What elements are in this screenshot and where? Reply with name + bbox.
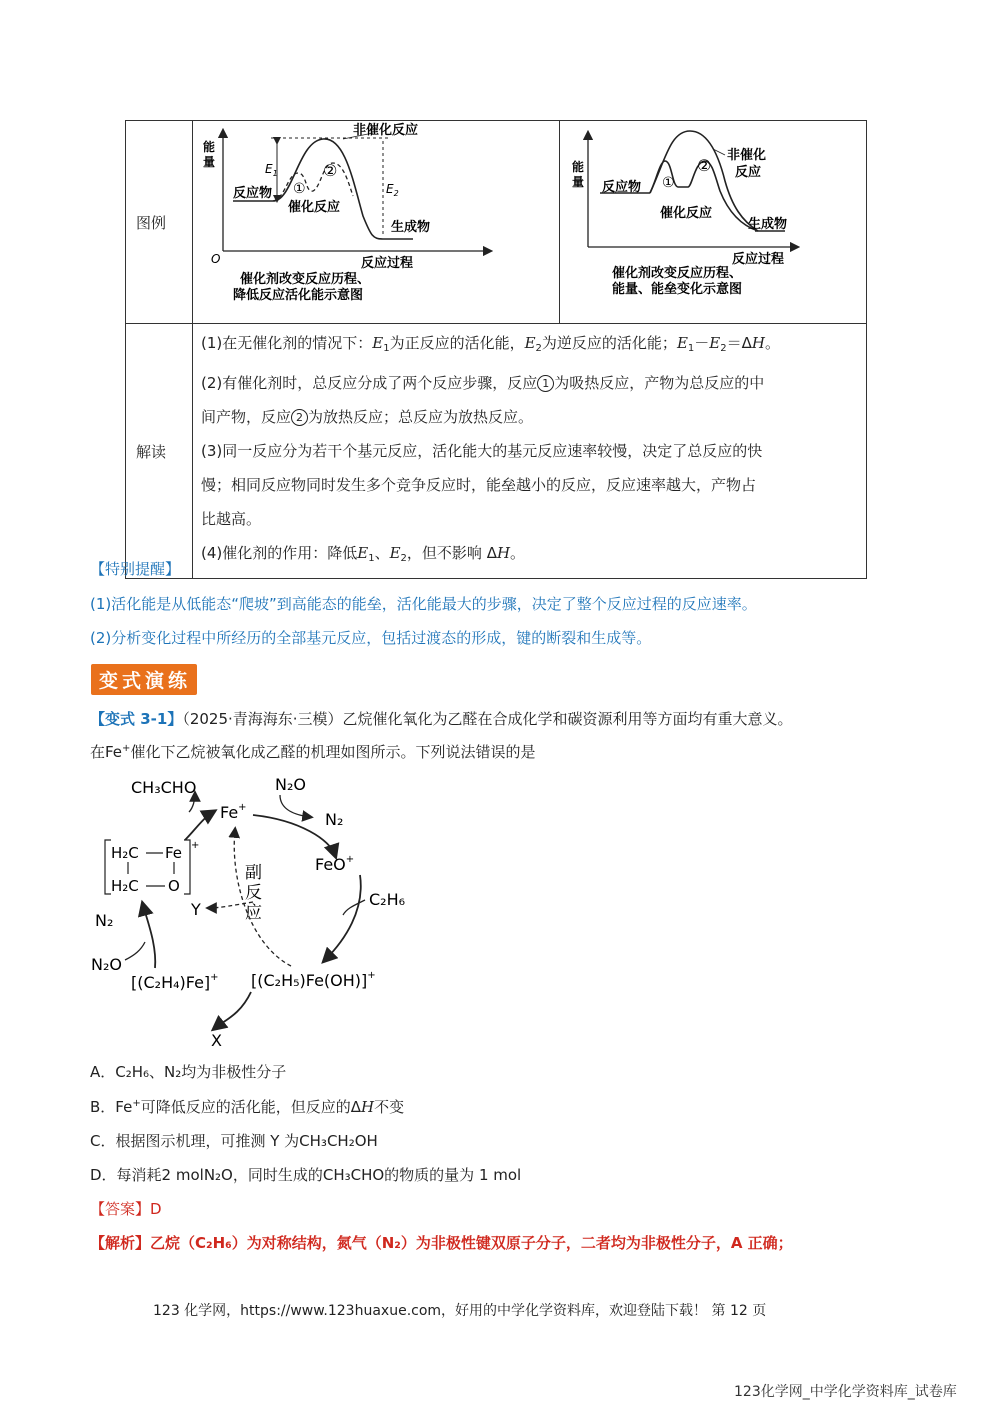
ring-h2c-1: H₂C xyxy=(111,844,139,862)
watermark: 123化学网_中学化学资料库_试卷库 xyxy=(734,1384,957,1400)
answer-line: 【答案】D xyxy=(90,1200,162,1218)
cat-label: 催化反应 xyxy=(288,200,341,215)
question-line-1: 【变式 3-1】（2025·青海海东·三模）乙烷催化氧化为乙醛在合成化学和碳资源利用等方面均有重大意义。 xyxy=(90,710,793,728)
interp-line-1: (1)在无催化剂的情况下：$E_1$为正反应的活化能，$E_2$为逆反应的活化能；$E_1-E_2=\Delta H$。 xyxy=(201,334,780,354)
e1-label: $E_1$ xyxy=(265,162,278,178)
interp-line-3: 间产物，反应 2 为放热反应；总反应为放热反应。 xyxy=(201,408,534,426)
ring-h2c-2: H₂C xyxy=(111,877,139,895)
row-label-legend: 图例 xyxy=(126,121,193,324)
interp-line-5: 慢；相同反应物同时发生多个竞争反应时，能垒越小的反应，反应速率越大，产物占 xyxy=(201,476,757,494)
y-axis-label: 能量 xyxy=(203,140,216,169)
feo-label: FeO+ xyxy=(315,854,355,874)
mechanism-diagram xyxy=(85,770,425,1055)
x-axis-label: 反应过程 xyxy=(361,256,414,271)
ring-fe: Fe xyxy=(165,844,183,862)
n2-left-label: N₂ xyxy=(95,911,114,930)
c2h6-label: C₂H₆ xyxy=(369,890,406,909)
caption-right-2: 能量、能垒变化示意图 xyxy=(612,282,743,297)
option-c: C．根据图示机理，可推测 Y 为CH₃CH₂OH xyxy=(90,1132,378,1150)
n2-right-label: N₂ xyxy=(325,810,344,829)
energy-diagram-right xyxy=(560,121,866,319)
interp-line-4: (3)同一反应分为若干个基元反应，活化能大的基元反应速率较慢，决定了总反应的快 xyxy=(201,442,763,460)
x-label: X xyxy=(211,1031,222,1050)
side-reaction-char-1: 副 xyxy=(245,863,262,883)
energy-diagram-left xyxy=(193,121,559,319)
y-axis-label-right: 能量 xyxy=(572,160,585,189)
caption-line-2: 降低反应活化能示意图 xyxy=(233,288,364,303)
reactant-label-right: 反应物 xyxy=(602,180,642,195)
y-label: Y xyxy=(191,900,201,919)
tip-2: (2)分析变化过程中所经历的全部基元反应，包括过渡态的形成，键的断裂和生成等。 xyxy=(90,629,652,647)
n2o-left-label: N₂O xyxy=(91,955,122,974)
noncat-label-right-1: 非催化 xyxy=(727,148,767,163)
side-reaction-char-3: 应 xyxy=(245,903,262,923)
fe-plus-label: Fe+ xyxy=(220,802,247,822)
circle-1-right: ① xyxy=(662,175,675,191)
c2h5feoh-label: [(C₂H₅)Fe(OH)]+ xyxy=(251,970,376,990)
tips-title: 【特别提醒】 xyxy=(90,560,181,578)
row-label-interp: 解读 xyxy=(126,324,193,579)
e2-label: $E_2$ xyxy=(386,182,399,198)
interp-cell xyxy=(193,324,867,579)
reactant-label: 反应物 xyxy=(233,186,273,201)
c2h4fe-label: [(C₂H₄)Fe]+ xyxy=(131,972,219,992)
section-header: 变式演练 xyxy=(91,664,197,695)
page-footer: 123 化学网，https://www.123huaxue.com，好用的中学化学资料库，欢迎登陆下载！ 第 12 页 xyxy=(153,1303,767,1319)
figure-right-cell xyxy=(560,121,867,324)
product-label-right: 生成物 xyxy=(748,217,788,232)
option-b: B．Fe+可降低反应的活化能，但反应的ΔH不变 xyxy=(90,1098,405,1116)
circle-1-label: ① xyxy=(293,181,306,197)
product-label: 生成物 xyxy=(391,220,431,235)
ring-o: O xyxy=(168,877,180,895)
x-axis-label-right: 反应过程 xyxy=(732,252,785,267)
figure-left-cell xyxy=(193,121,560,324)
ring-plus: + xyxy=(191,840,200,851)
question-line-2: 在Fe+催化下乙烷被氧化成乙醛的机理如图所示。下列说法错误的是 xyxy=(90,743,536,761)
side-reaction-char-2: 反 xyxy=(245,883,262,903)
interp-line-2: (2)有催化剂时，总反应分成了两个反应步骤，反应 1 为吸热反应，产物为总反应的中 xyxy=(201,374,765,392)
caption-right-1: 催化剂改变反应历程、 xyxy=(612,266,743,281)
interp-line-7: (4)催化剂的作用：降低$E_1$、$E_2$，但不影响 ΔH。 xyxy=(201,544,526,564)
option-a: A．C₂H₆、N₂均为非极性分子 xyxy=(90,1063,287,1081)
noncat-label-right-2: 反应 xyxy=(735,165,762,180)
circle-2-right: ② xyxy=(697,156,712,175)
circle-2-label: ② xyxy=(323,161,338,180)
origin-label: O xyxy=(211,252,221,266)
comparison-table xyxy=(125,120,867,579)
ch3cho-label: CH₃CHO xyxy=(131,778,197,797)
noncat-label: 非催化反应 xyxy=(353,123,419,138)
analysis-line: 【解析】乙烷（C₂H₆）为对称结构，氮气（N₂）为非极性键双原子分子，二者均为非极性分子，A 正确； xyxy=(90,1234,793,1252)
option-d: D．每消耗2 molN₂O，同时生成的CH₃CHO的物质的量为 1 mol xyxy=(90,1166,522,1184)
n2o-top-label: N₂O xyxy=(275,775,306,794)
interp-line-6: 比越高。 xyxy=(201,510,262,528)
cat-label-right: 催化反应 xyxy=(660,206,713,221)
tip-1: (1)活化能是从低能态“爬坡”到高能态的能垒，活化能最大的步骤，决定了整个反应过程的反应速率。 xyxy=(90,595,757,613)
caption-line-1: 催化剂改变反应历程、 xyxy=(240,272,371,287)
